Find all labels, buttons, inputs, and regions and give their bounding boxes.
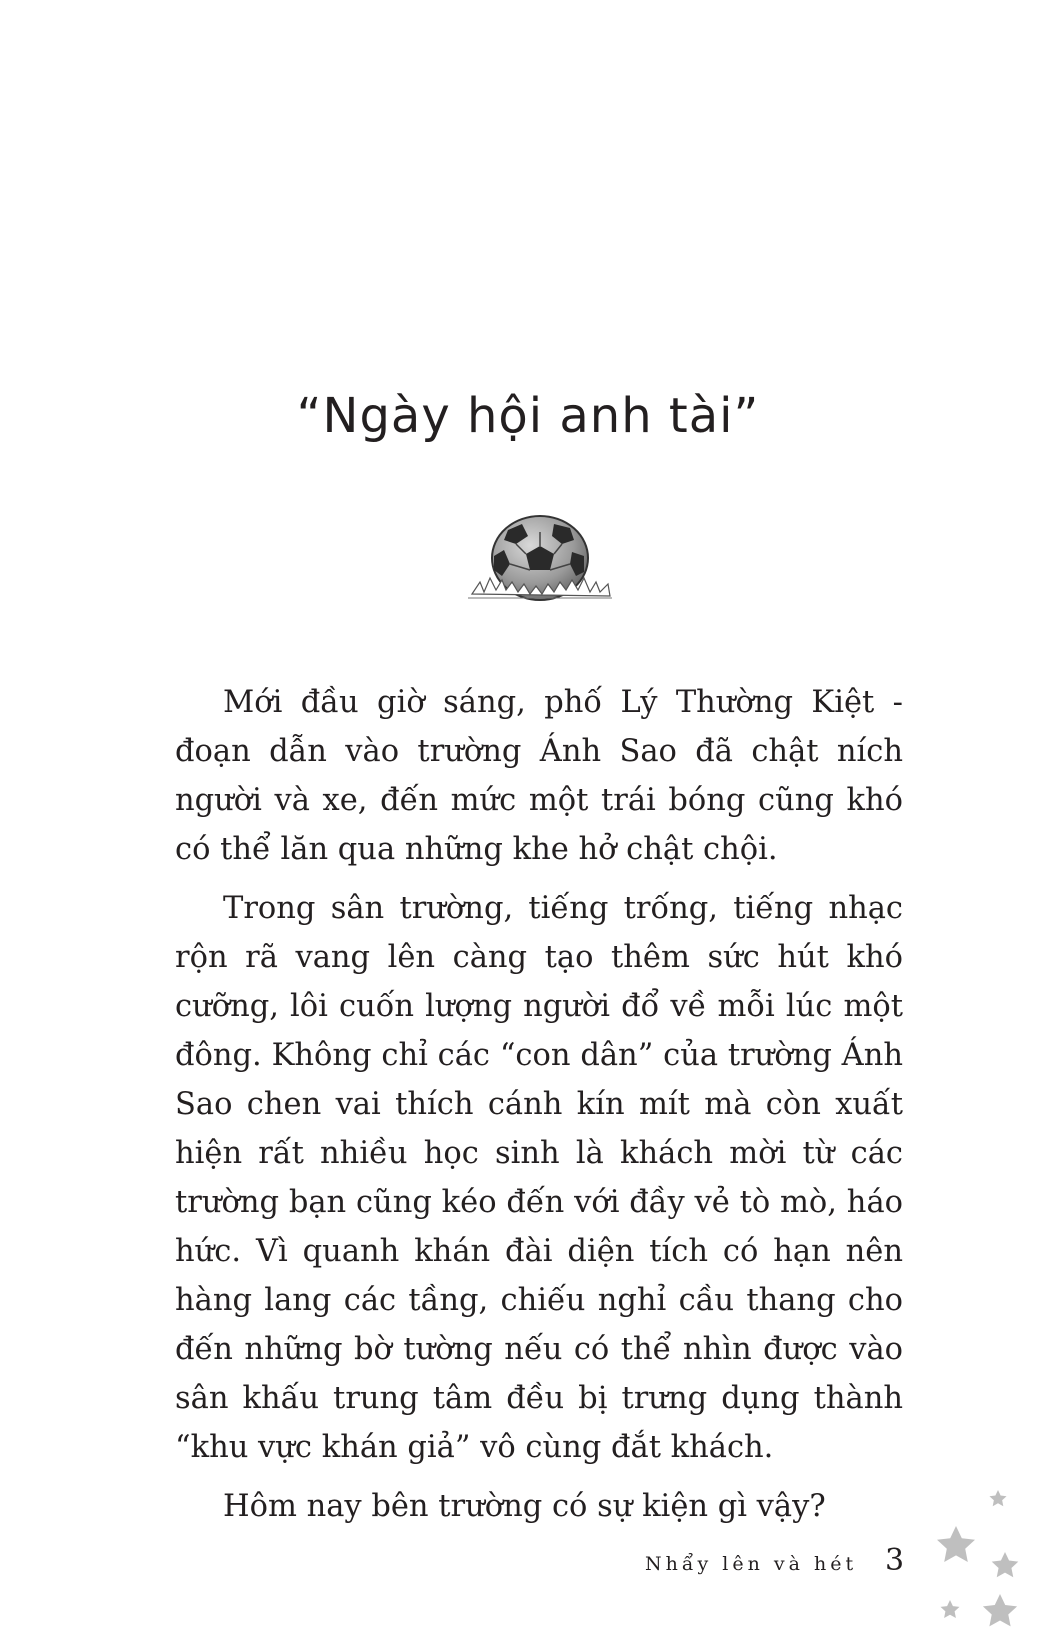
- paragraph: Mới đầu giờ sáng, phố Lý Thường Kiệt - đoạn dẫn vào trường Ánh Sao đã chật ních người và xe, đến mức một trái bóng cũng khó có thể lăn qua những khe hở chật chội.: [175, 685, 903, 867]
- running-footer-title: Nhẩy lên và hét: [645, 1553, 858, 1575]
- star-shape: [989, 1490, 1006, 1506]
- star-shape: [941, 1600, 960, 1618]
- paragraph: Hôm nay bên trường có sự kiện gì vậy?: [223, 1489, 826, 1524]
- stars-icon: [910, 1490, 1056, 1646]
- page-number: 3: [885, 1543, 905, 1578]
- body-text: [175, 678, 903, 1541]
- chapter-title: “Ngày hội anh tài”: [296, 388, 760, 444]
- star-shape: [983, 1594, 1017, 1626]
- star-shape: [937, 1526, 975, 1562]
- star-shape: [992, 1552, 1019, 1577]
- soccer-ball-in-grass-icon: [466, 510, 614, 606]
- paragraph: Trong sân trường, tiếng trống, tiếng nhạc rộn rã vang lên càng tạo thêm sức hút khó cưỡng, lôi cuốn lượng người đổ về mỗi lúc một đông. Không chỉ các “con dân” của trường Ánh Sao chen vai thích cánh kín mít mà còn xuất hiện rất nhiều học sinh là khách mời từ các trường bạn cũng kéo đến với đầy vẻ tò mò, háo hức. Vì quanh khán đài diện tích có hạn nên hàng lang các tầng, chiếu nghỉ cầu thang cho đến những bờ tường nếu có thể nhìn được vào sân khấu trung tâm đều bị trưng dụng thành “khu vực khán giả” vô cùng đắt khách.: [175, 891, 903, 1465]
